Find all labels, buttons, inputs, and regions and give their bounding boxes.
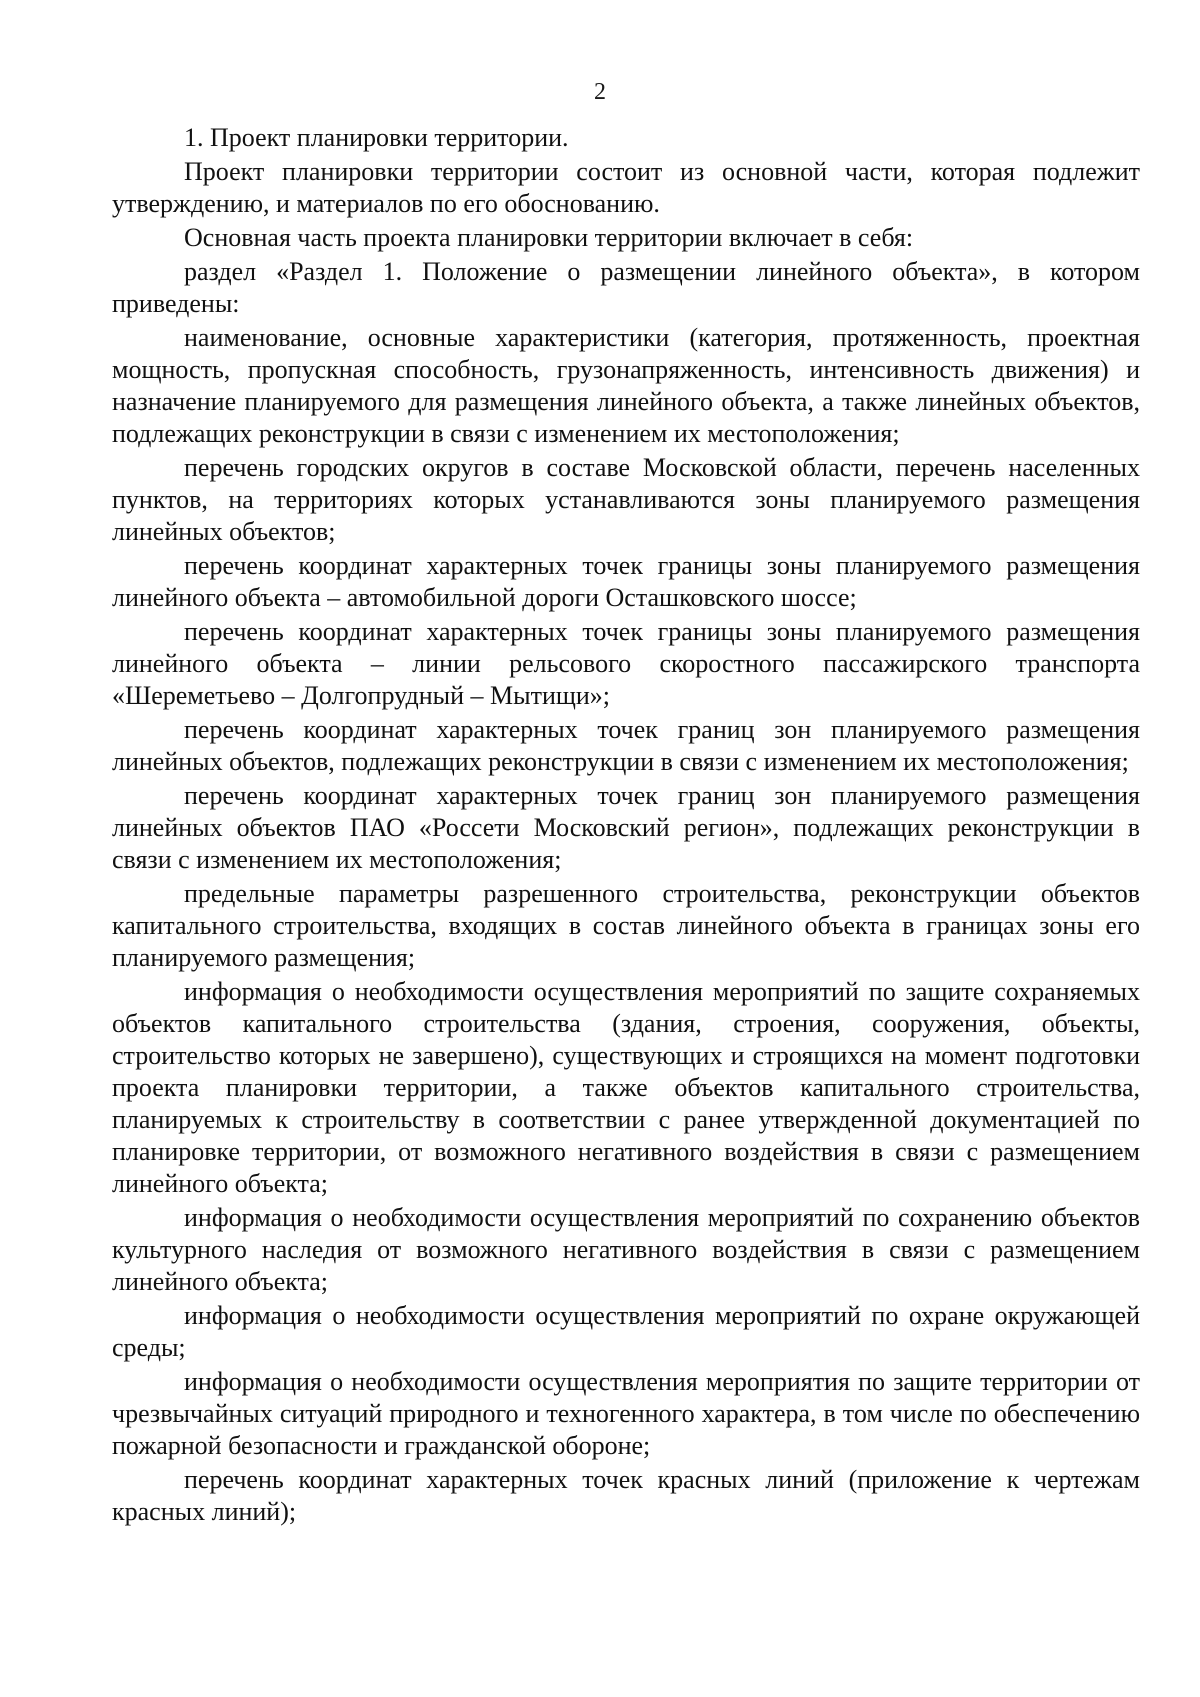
paragraph: Основная часть проекта планировки территории включает в себя: bbox=[184, 223, 914, 252]
section-contents-list bbox=[112, 322, 1140, 1528]
list-item: наименование, основные характеристики (категория, протяженность, проектная мощность, пропускная способность, грузонапряженность, интенсивность движения) и назначение планируемого для размещения линейного объекта, а также линейных объектов, подлежащих реконструкции в связи с изменением их местоположения; bbox=[112, 323, 1140, 448]
list-item: информация о необходимости осуществления мероприятий по защите сохраняемых объектов капитального строительства (здания, строения, сооружения, объекты, строительство которых не завершено), существующих и строящихся на момент подготовки проекта планировки территории, а также объектов капитального строительства, планируемых к строительству в соответствии с ранее утвержденной документацией по планировке территории, от возможного негативного воздействия в связи с размещением линейного объекта; bbox=[112, 977, 1140, 1198]
list-item: перечень координат характерных точек границы зоны планируемого размещения линейного объекта – линии рельсового скоростного пассажирского транспорта «Шереметьево – Долгопрудный – Мытищи»; bbox=[112, 617, 1140, 710]
paragraph: Проект планировки территории состоит из основной части, которая подлежит утверждению, и материалов по его обоснованию. bbox=[112, 157, 1140, 218]
page-number: 2 bbox=[594, 79, 606, 105]
section-heading: 1. Проект планировки территории. bbox=[184, 123, 569, 152]
list-item: перечень городских округов в составе Московской области, перечень населенных пунктов, на территориях которых устанавливаются зоны планируемого размещения линейных объектов; bbox=[112, 453, 1140, 546]
list-item: перечень координат характерных точек границ зон планируемого размещения линейных объектов, подлежащих реконструкции в связи с изменением их местоположения; bbox=[112, 715, 1140, 776]
document-body bbox=[112, 122, 1140, 1530]
list-item: информация о необходимости осуществления мероприятий по сохранению объектов культурного наследия от возможного негативного воздействия в связи с размещением линейного объекта; bbox=[112, 1203, 1140, 1296]
list-item: перечень координат характерных точек красных линий (приложение к чертежам красных линий); bbox=[112, 1465, 1140, 1526]
list-item: перечень координат характерных точек границ зон планируемого размещения линейных объектов ПАО «Россети Московский регион», подлежащих реконструкции в связи с изменением их местоположения; bbox=[112, 781, 1140, 874]
list-item: информация о необходимости осуществления мероприятия по защите территории от чрезвычайных ситуаций природного и техногенного характера, в том числе по обеспечению пожарной безопасности и гражданской обороне; bbox=[112, 1367, 1140, 1460]
list-item: перечень координат характерных точек границы зоны планируемого размещения линейного объекта – автомобильной дороги Осташковского шоссе; bbox=[112, 551, 1140, 612]
list-item: информация о необходимости осуществления мероприятий по охране окружающей среды; bbox=[112, 1301, 1140, 1362]
list-item: предельные параметры разрешенного строительства, реконструкции объектов капитального строительства, входящих в состав линейного объекта в границах зоны его планируемого размещения; bbox=[112, 879, 1140, 972]
paragraph: раздел «Раздел 1. Положение о размещении линейного объекта», в котором приведены: bbox=[112, 257, 1140, 318]
